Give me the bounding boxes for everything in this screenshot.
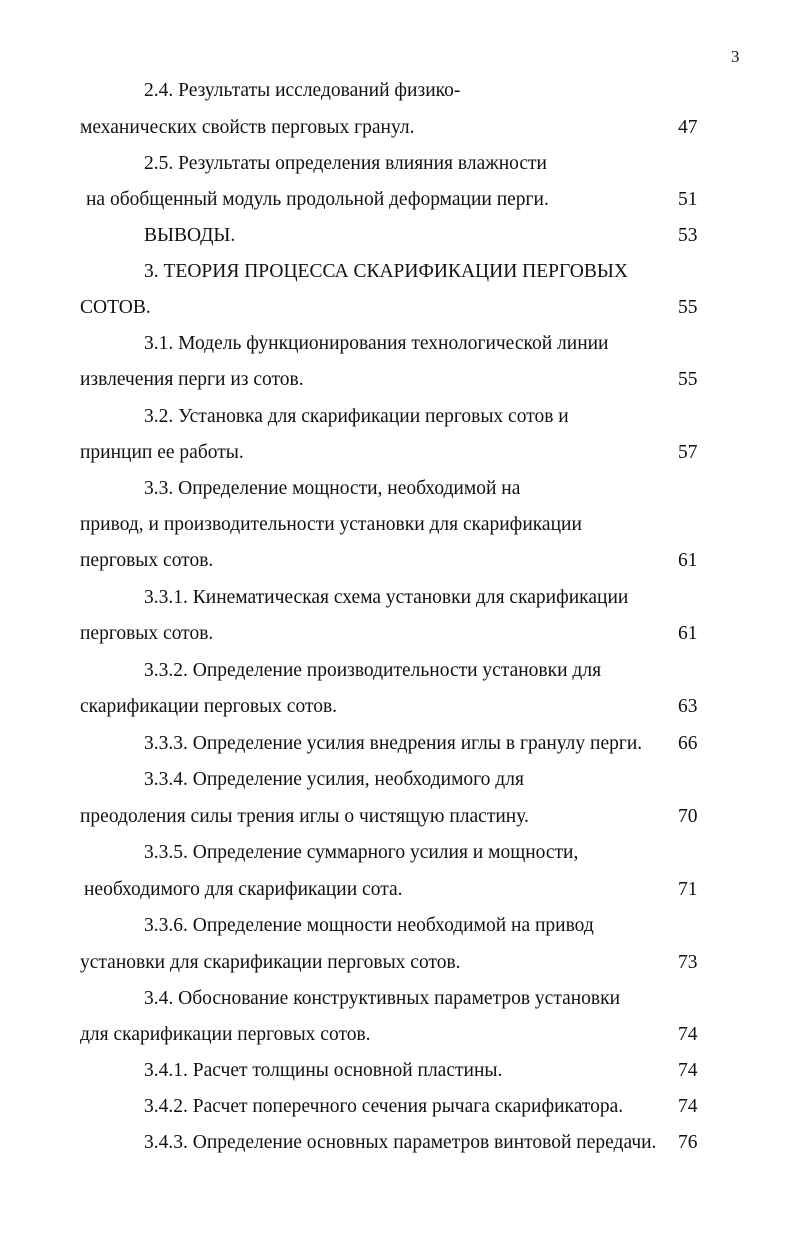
toc-entry-3-1-line-1: 3.1. Модель функционирования технологической линии <box>144 333 609 354</box>
toc-entry-3-4-line-2: для скарификации перговых сотов. <box>80 1024 371 1045</box>
toc-entry-3-3-4-line-1: 3.3.4. Определение усилия, необходимого для <box>144 769 524 790</box>
toc-entry-3-3-line-1: 3.3. Определение мощности, необходимой на <box>144 478 521 499</box>
toc-entry-3-line-2: СОТОВ. <box>80 297 151 318</box>
toc-entry-3-4-1-line-1: 3.4.1. Расчет толщины основной пластины. <box>144 1060 503 1081</box>
toc-entry-3-3-line-3: перговых сотов. <box>80 550 214 571</box>
toc-entry-3-3-3-line-1: 3.3.3. Определение усилия внедрения иглы в гранулу перги. <box>144 733 643 754</box>
toc-entry-2-4-line-2: механических свойств перговых гранул. <box>80 117 415 138</box>
toc-entry-3-2-line-2: принцип ее работы. <box>80 442 244 463</box>
toc-entry-2-5-page: 51 <box>678 189 698 210</box>
toc-entry-2-4-line-1: 2.4. Результаты исследований физико- <box>144 80 461 101</box>
toc-entry-3-2-page: 57 <box>678 442 698 463</box>
toc-entry-3-1-page: 55 <box>678 369 698 390</box>
toc-entry-3-4-1-page: 74 <box>678 1060 698 1081</box>
toc-entry-conclusions-page: 53 <box>678 225 698 246</box>
toc-entry-3-4-2-page: 74 <box>678 1096 698 1117</box>
toc-entry-3-2-line-1: 3.2. Установка для скарификации перговых сотов и <box>144 406 569 427</box>
toc-entry-3-3-1-page: 61 <box>678 623 698 644</box>
toc-entry-3-3-page: 61 <box>678 550 698 571</box>
toc-entry-conclusions: ВЫВОДЫ. <box>144 225 236 246</box>
toc-entry-3-3-2-line-1: 3.3.2. Определение производительности установки для <box>144 660 602 681</box>
toc-entry-3-3-2-page: 63 <box>678 696 698 717</box>
toc-entry-2-4-page: 47 <box>678 117 698 138</box>
toc-entry-3-3-3-page: 66 <box>678 733 698 754</box>
toc-entry-3-4-3-page: 76 <box>678 1132 698 1153</box>
toc-entry-3-3-4-line-2: преодоления силы трения иглы о чистящую пластину. <box>80 806 529 827</box>
page-number: 3 <box>731 47 740 66</box>
toc-entry-3-3-6-line-2: установки для скарификации перговых сотов. <box>80 952 461 973</box>
toc-entry-3-3-2-line-2: скарификации перговых сотов. <box>80 696 338 717</box>
toc-entry-3-3-4-page: 70 <box>678 806 698 827</box>
toc-entry-3-4-3-line-1: 3.4.3. Определение основных параметров винтовой передачи. <box>144 1132 657 1153</box>
toc-entry-3-3-line-2: привод, и производительности установки для скарификации <box>80 514 582 535</box>
toc-entry-3-3-6-page: 73 <box>678 952 698 973</box>
toc-entry-3-4-2-line-1: 3.4.2. Расчет поперечного сечения рычага скарификатора. <box>144 1096 624 1117</box>
toc-entry-3-line-1: 3. ТЕОРИЯ ПРОЦЕССА СКАРИФИКАЦИИ ПЕРГОВЫХ <box>144 261 628 282</box>
toc-entry-2-5-line-1: 2.5. Результаты определения влияния влажности <box>144 153 547 174</box>
toc-entry-3-page: 55 <box>678 297 698 318</box>
toc-entry-3-4-page: 74 <box>678 1024 698 1045</box>
toc-entry-3-3-1-line-1: 3.3.1. Кинематическая схема установки для скарификации <box>144 587 629 608</box>
toc-entry-3-3-1-line-2: перговых сотов. <box>80 623 214 644</box>
toc-entry-3-3-5-line-1: 3.3.5. Определение суммарного усилия и мощности, <box>144 842 579 863</box>
toc-entry-3-3-5-page: 71 <box>678 879 698 900</box>
toc-entry-3-3-5-line-2: необходимого для скарификации сота. <box>84 879 403 900</box>
toc-entry-3-1-line-2: извлечения перги из сотов. <box>80 369 304 390</box>
toc-entry-3-3-6-line-1: 3.3.6. Определение мощности необходимой на привод <box>144 915 594 936</box>
toc-entry-3-4-line-1: 3.4. Обоснование конструктивных параметров установки <box>144 988 621 1009</box>
toc-entry-2-5-line-2: на обобщенный модуль продольной деформации перги. <box>86 189 549 210</box>
